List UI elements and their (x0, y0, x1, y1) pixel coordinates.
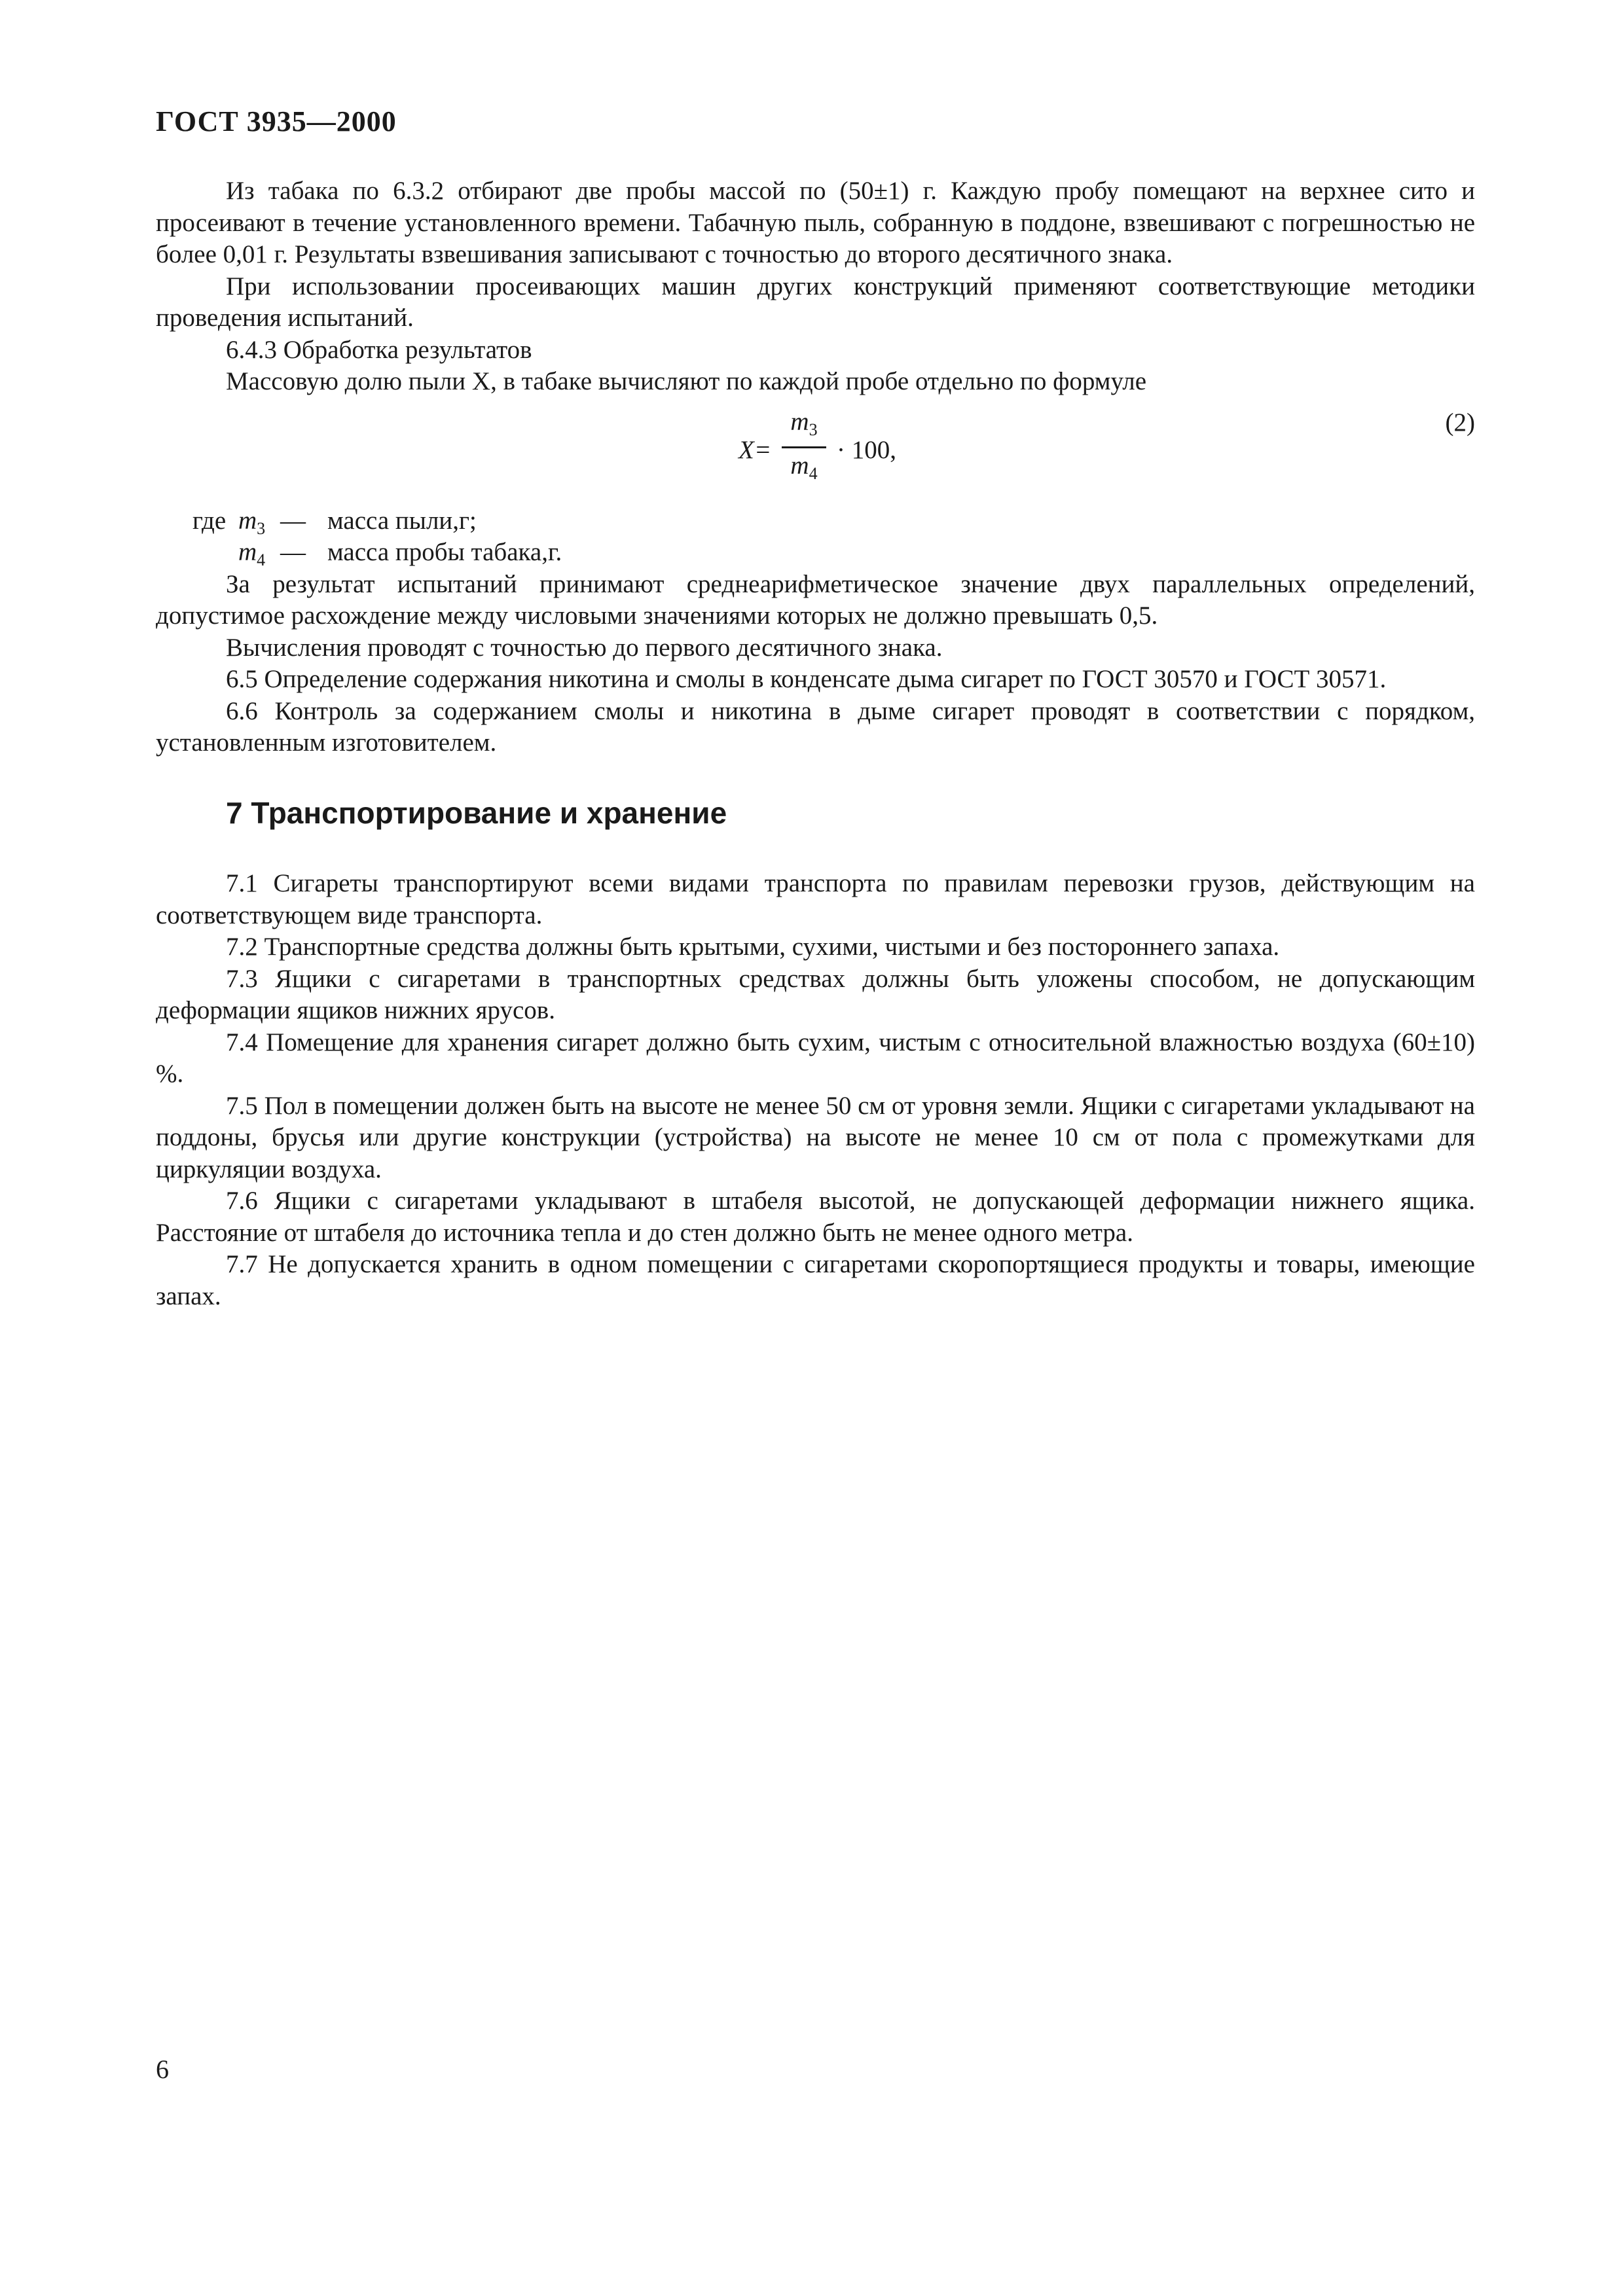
document-body (156, 175, 1475, 1312)
where-text: масса пробы табака,г. (327, 538, 562, 566)
where-text: масса пыли,г; (327, 506, 477, 535)
paragraph: 7.2 Транспортные средства должны быть крытыми, сухими, чистыми и без постороннего запаха. (226, 933, 1280, 961)
where-label: где (192, 506, 227, 535)
formula-lhs: X= (739, 435, 772, 464)
where-line (156, 537, 1475, 569)
symbol-subscript: 4 (257, 550, 266, 569)
formula-fraction (778, 407, 830, 489)
formula-tail: · 100, (837, 435, 896, 464)
where-dash: — (280, 506, 306, 535)
symbol-letter: m (238, 538, 257, 566)
fraction-bar (782, 446, 826, 448)
section-title: 7 Транспортирование и хранение (226, 795, 727, 830)
paragraph: 6.5 Определение содержания никотина и смолы в конденсате дыма сигарет по ГОСТ 30570 и ГОСТ 30571. (226, 665, 1387, 693)
where-symbol (238, 537, 265, 577)
paragraph: Из табака по 6.3.2 отбирают две пробы массой по (50±1) г. Каждую пробу помещают на верхнее сито и просеивают в течение установленного времени. Табачную пыль, собранную в поддоне, взвешивают с погрешностью не более 0,01 г. Результаты взвешивания записывают с точностью до второго десятичного знака. (156, 177, 1475, 268)
document-header: ГОСТ 3935—2000 (156, 105, 397, 137)
paragraph: 6.6 Контроль за содержанием смолы и никотина в дыме сигарет проводят в соответствии с порядком, установленным изготовителем. (156, 696, 1475, 757)
formula-number: (2) (1445, 408, 1475, 437)
numerator-symbol: m (790, 407, 809, 436)
paragraph: Массовую долю пыли X, в табаке вычисляют по каждой пробе отдельно по формуле (226, 367, 1147, 395)
paragraph: 7.3 Ящики с сигаретами в транспортных средствах должны быть уложены способом, не допускающим деформации ящиков нижних ярусов. (156, 964, 1475, 1024)
paragraph: 7.1 Сигареты транспортируют всеми видами транспорта по правилам перевозки грузов, действующим на соответствующем виде транспорта. (156, 869, 1475, 929)
paragraph: 7.6 Ящики с сигаретами укладывают в штабеля высотой, не допускающей деформации нижнего ящика. Расстояние от штабеля до источника тепла и до стен должно быть не менее одного метра. (156, 1187, 1475, 1247)
formula-2 (156, 407, 1475, 505)
where-line (156, 505, 1475, 537)
paragraph: 7.4 Помещение для хранения сигарет должно быть сухим, чистым с относительной влажностью воздуха (60±10) %. (156, 1028, 1475, 1088)
symbol-subscript: 3 (257, 518, 266, 538)
denominator-subscript: 4 (809, 463, 818, 483)
where-dash: — (280, 538, 306, 566)
subsection-heading: 6.4.3 Обработка результатов (226, 335, 532, 364)
paragraph: За результат испытаний принимают среднеарифметическое значение двух параллельных определений, допустимое расхождение между числовыми значениями которых не должно превышать 0,5. (156, 569, 1475, 630)
symbol-letter: m (238, 506, 257, 535)
paragraph: 7.5 Пол в помещении должен быть на высоте не менее 50 см от уровня земли. Ящики с сигаретами укладывают на поддоны, брусья или другие конструкции (устройства) на высоте не менее 10 см от пола с промежутками для циркуляции воздуха. (156, 1091, 1475, 1183)
formula-denominator (778, 451, 830, 489)
paragraph: Вычисления проводят с точностью до первого десятичного знака. (226, 633, 943, 662)
page-number: 6 (156, 2054, 169, 2084)
numerator-subscript: 3 (809, 420, 818, 439)
formula-numerator (778, 407, 830, 445)
paragraph: При использовании просеивающих машин других конструкций применяют соответствующие методики проведения испытаний. (156, 272, 1475, 332)
paragraph: 7.7 Не допускается хранить в одном помещении с сигаретами скоропортящиеся продукты и товары, имеющие запах. (156, 1250, 1475, 1310)
denominator-symbol: m (790, 451, 809, 480)
